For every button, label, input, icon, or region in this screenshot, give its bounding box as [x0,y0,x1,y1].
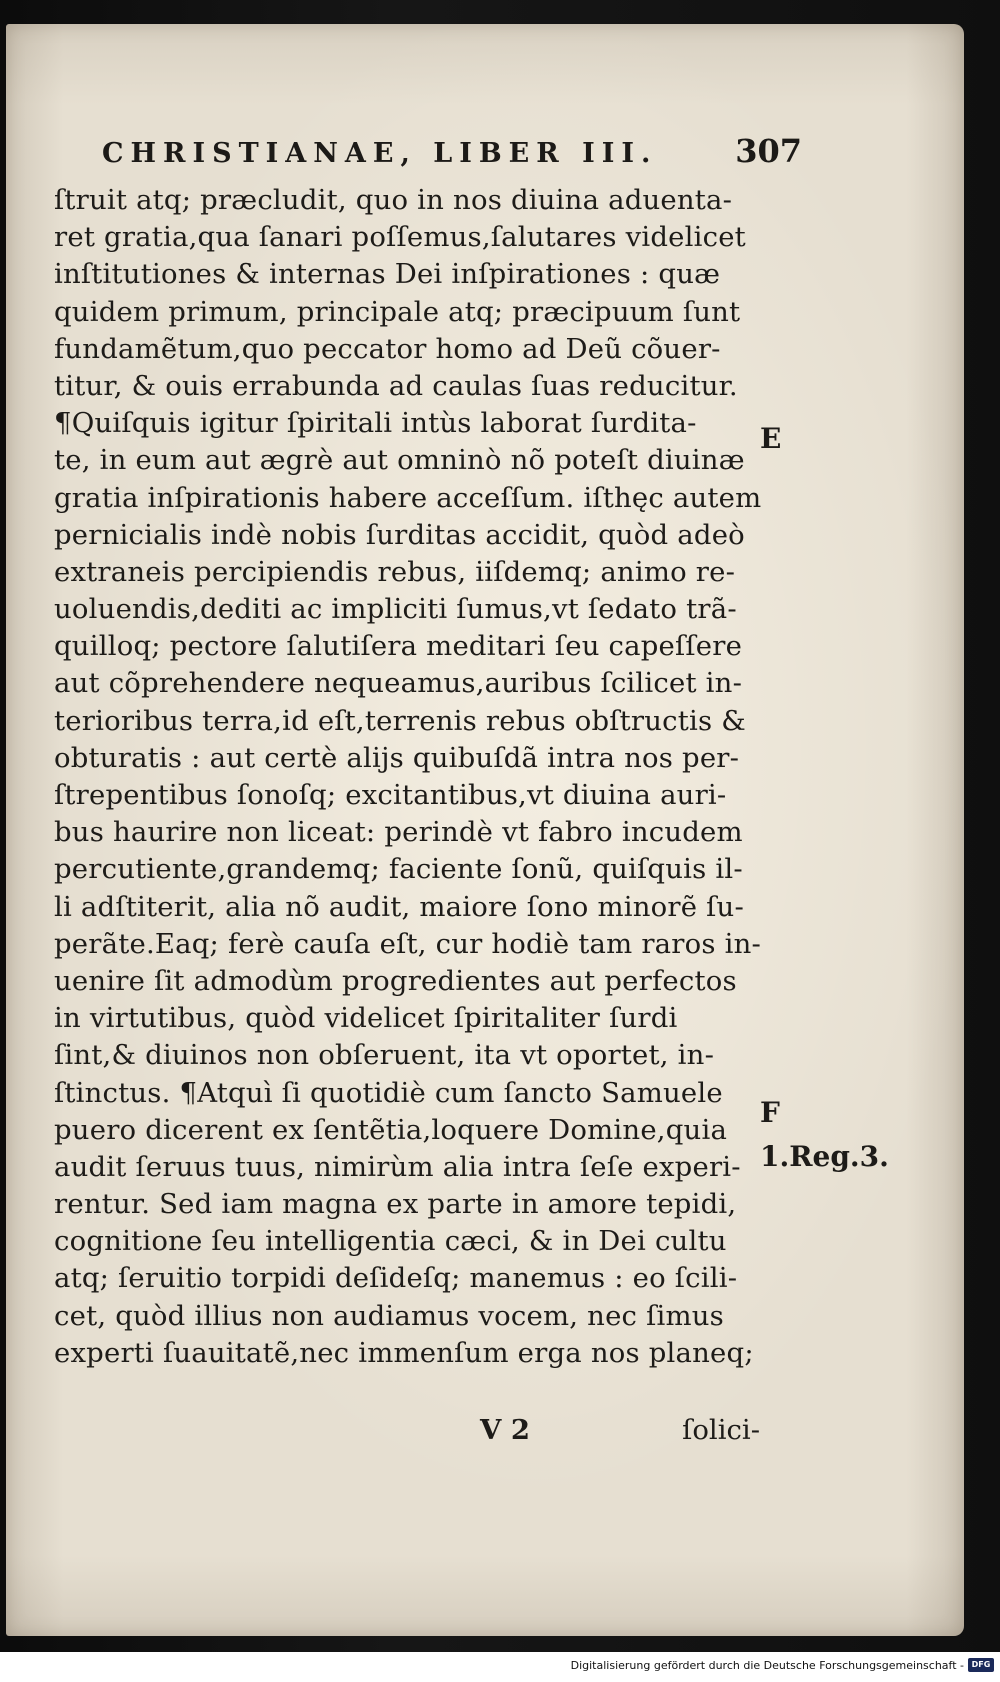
text-line: ſtrepentibus ſonoſq; excitantibus,vt diuina auri- [54,779,727,811]
text-line: ſtruit atq; præcludit, quo in nos diuina aduenta- [54,184,733,216]
signature-mark: V 2 [480,1414,531,1446]
text-line: pernicialis indè nobis ſurditas accidit, quòd adeò [54,518,745,551]
text-line: percutiente,grandemq; faciente ſonũ, quiſquis il- [54,853,743,886]
text-line: ¶Quiſquis igitur ſpiritali intùs laborat ſurdita- [54,407,697,440]
page-number: 307 [735,132,802,170]
margin-note-reference: 1.Reg.3. [760,1140,889,1173]
running-title: CHRISTIANAE, LIBER III. [102,138,658,169]
text-line: titur, & ouis errabunda ad caulas ſuas reducitur. [54,369,738,402]
text-line: in virtutibus, quòd videlicet ſpiritaliter ſurdi [54,1002,678,1035]
footer-strip [0,1652,1000,1682]
margin-note-f: F [760,1096,780,1129]
text-line: experti ſuauitatẽ,nec immenſum erga nos planeq; [54,1336,754,1369]
text-line: ret gratia,qua ſanari poſſemus,ſalutares videlicet [54,221,746,254]
text-line: li adſtiterit, alia nõ audit, maiore ſono minorẽ ſu- [54,890,744,923]
text-line: ſint,& diuinos non obſeruent, ita vt oportet, in- [54,1039,715,1072]
text-line: aut cõprehendere nequeamus,auribus ſcilicet in- [54,667,743,700]
text-line: quidem primum, principale atq; præcipuum ſunt [54,295,741,328]
body-text [54,182,762,1372]
text-line: bus haurire non liceat: perindè vt fabro incudem [54,816,743,849]
text-line: ſtinctus. ¶Atquì ſi quotidiè cum ſancto Samuele [54,1076,723,1109]
text-line: te, in eum aut ægrè aut omninò nõ poteſt diuinæ [54,444,745,477]
text-line: cet, quòd illius non audiamus vocem, nec ſimus [54,1299,724,1332]
text-line: terioribus terra,id eſt,terrenis rebus obſtructis & [54,704,746,737]
text-line: gratia inſpirationis habere acceſſum. iſthęc autem [54,481,762,514]
text-line: puero dicerent ex ſentẽtia,loquere Domine,quia [54,1113,728,1146]
funding-credit: Digitalisierung gefördert durch die Deutsche Forschungsgemeinschaft - [570,1659,964,1672]
dfg-logo: DFG [968,1658,994,1672]
text-line: atq; ſeruitio torpidi deſideſq; manemus : eo ſcili- [54,1262,738,1295]
text-line: quilloq; pectore ſalutiſera meditari ſeu capeſſere [54,630,743,663]
text-line: cognitione ſeu intelligentia cæci, & in Dei cultu [54,1225,727,1258]
text-line: inſtitutiones & internas Dei inſpirationes : quæ [54,258,721,291]
text-line: obturatis : aut certè alijs quibuſdã intra nos per- [54,741,740,774]
text-line: uoluendis,dediti ac impliciti ſumus,vt ſedato trã- [54,593,737,626]
text-line: fundamẽtum,quo peccator homo ad Deũ cõuer- [54,332,721,365]
text-line: perãte.Eaq; ferè cauſa eſt, cur hodiè tam raros in- [54,927,762,960]
margin-note-e: E [760,422,782,455]
text-line: rentur. Sed iam magna ex parte in amore tepidi, [54,1188,737,1221]
text-line: audit ſeruus tuus, nimirùm alia intra ſeſe experi- [54,1150,741,1183]
page-header [102,132,802,182]
text-line: uenire ſit admodùm progredientes aut perfectos [54,964,737,997]
text-line: extraneis percipiendis rebus, iiſdemq; animo re- [54,555,736,588]
catchword: ſolici- [682,1414,760,1446]
